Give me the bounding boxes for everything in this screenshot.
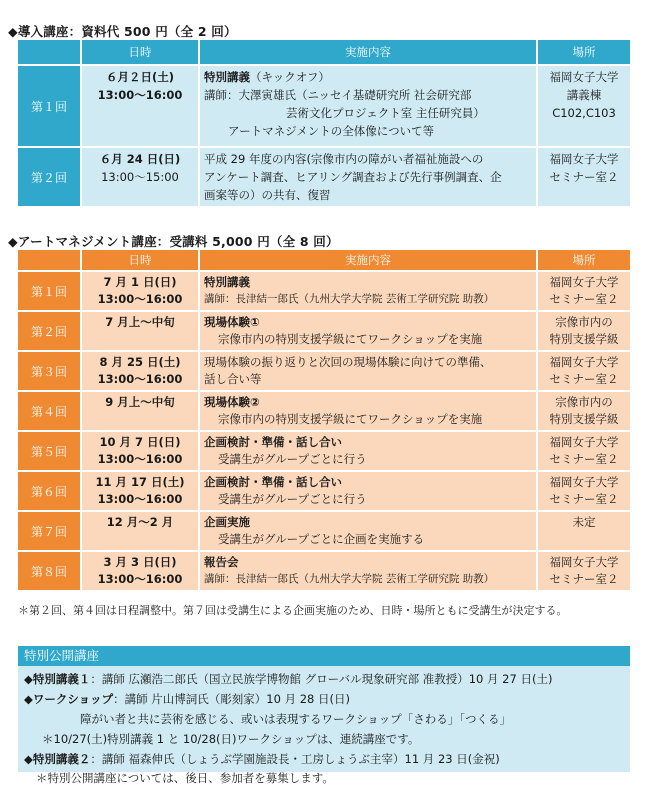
header-date: 日時 [82,250,200,270]
session-content [200,64,538,146]
session-content [200,550,538,590]
session-date: 10 月 7 日(日) [99,435,181,449]
table-header-row [18,250,630,270]
session-content [200,146,538,206]
place-line: 宗像市内の [555,315,613,329]
content-title: 特別講義 [204,70,250,84]
session-date: 12 月〜2 月 [106,515,174,529]
session-datetime [82,270,200,310]
content-sub: 受講生がグループごとに行う [218,452,367,466]
content-title: 特別講義 [204,275,250,289]
session-date: 9 月上〜中旬 [105,395,175,409]
table-row [18,146,630,206]
session-place [538,510,630,550]
session-number: 第１回 [18,64,82,146]
special-item-label: ◆特別講義１ [24,672,91,686]
special-item-label: ◆ワークショップ [24,692,114,706]
session-place [538,146,630,206]
intro-section-title: ◆導入講座：資料代 500 円（全 2 回） [8,24,237,39]
table-row [18,510,630,550]
table-row [18,470,630,510]
header-num [18,40,82,64]
content-title: 企画検討・準備・話し合い [204,435,342,449]
session-datetime [82,550,200,590]
session-number: 第１回 [18,270,82,310]
artmanagement-section-title: ◆アートマネジメント講座：受講料 5,000 円（全 8 回） [8,234,339,249]
header-date: 日時 [82,40,200,64]
session-time: 13:00〜16:00 [97,372,183,386]
session-number: 第６回 [18,470,82,510]
content-sub: 話し合い等 [204,372,262,386]
place-line: 講義棟 [566,88,602,102]
session-place [538,270,630,310]
content-title: 報告会 [204,555,239,569]
session-place [538,470,630,510]
session-date: 7 月 1 日(日) [103,275,177,289]
content-title: 現場体験① [204,315,260,329]
place-line: 特別支援学級 [549,412,619,426]
session-date: 8 月 25 日(土) [99,355,181,369]
session-date: ６月 24 日(日) [99,152,181,166]
table-row [18,430,630,470]
place-line: 福岡女子大学 [549,435,619,449]
session-number: 第２回 [18,310,82,350]
special-item-text: ：講師 片山博詞氏（彫刻家）10 月 28 日(日) [113,692,350,706]
table-row [18,64,630,146]
place-line: セミナー室２ [549,492,619,506]
place-line: 福岡女子大学 [549,275,619,289]
content-sub: 講師：長津結一郎氏（九州大学大学院 芸術工学研究院 助教） [204,293,495,305]
special-lecture-title: 特別公開講座 [18,646,630,666]
session-number: 第４回 [18,390,82,430]
schedule-note: ＊第２回、第４回は日程調整中。第７回は受講生による企画実施のため、日時・場所ともに受講生が決定する。 [18,604,568,617]
intro-schedule-table [18,40,630,206]
content-title: 現場体験の振り返りと次回の現場体験に向けての準備、 [204,355,492,369]
place-line: 宗像市内の [555,395,613,409]
table-row [18,270,630,310]
session-number: 第３回 [18,350,82,390]
special-item-text: ：講師 福森伸氏（しょうぶ学園施設長・工房しょうぶ主宰）11 月 23 日(金祝) [90,752,500,766]
session-time: 13:00〜16:00 [97,292,183,306]
content-line: アンケート調査、ヒアリング調査および先行事例調査、企 [204,170,502,184]
session-place [538,390,630,430]
session-content [200,510,538,550]
place-line: 福岡女子大学 [549,355,619,369]
special-item-text: ：講師 広瀬浩二郎氏（国立民族学博物館 グローバル現象研究部 准教授）10 月 27 日(土) [90,672,553,686]
session-number: 第５回 [18,430,82,470]
session-time: 13:00〜16:00 [97,452,183,466]
content-lecturer-cont: 芸術文化プロジェクト室 主任研究員） [286,106,485,120]
special-footnote: ＊特別公開講座については、後日、参加者を募集します。 [36,771,334,785]
session-time: 13:00〜16:00 [97,572,183,586]
session-datetime [82,350,200,390]
content-title: 企画検討・準備・話し合い [204,475,342,489]
session-datetime [82,510,200,550]
session-content [200,310,538,350]
session-time: 13:00〜16:00 [97,492,183,506]
content-sub: 宗像市内の特別支援学級にてワークショップを実施 [218,412,483,426]
content-sub: 講師：長津結一郎氏（九州大学大学院 芸術工学研究院 助教） [204,573,495,585]
session-date: 7 月上〜中旬 [105,315,175,329]
header-num [18,250,82,270]
session-datetime [82,64,200,146]
content-title-suffix: （キックオフ） [250,70,330,84]
special-lecture-box [18,646,630,772]
session-time: 13:00〜15:00 [101,170,179,184]
session-number: 第２回 [18,146,82,206]
special-lecture-body [18,666,630,772]
content-lecturer: 講師：大澤寅雄氏（ニッセイ基礎研究所 社会研究部 [204,88,472,102]
content-sub: 受講生がグループごとに行う [218,492,367,506]
content-title: 企画実施 [204,515,250,529]
place-line: セミナー室２ [549,572,619,586]
session-date: 11 月 17 日(土) [95,475,185,489]
session-content [200,390,538,430]
session-datetime [82,430,200,470]
session-datetime [82,470,200,510]
session-content [200,430,538,470]
session-number: 第８回 [18,550,82,590]
content-desc: アートマネジメントの全体像について等 [228,124,435,138]
content-sub: 受講生がグループごとに企画を実施する [218,532,425,546]
content-sub: 宗像市内の特別支援学級にてワークショップを実施 [218,332,483,346]
place-line: セミナー室２ [549,372,619,386]
header-place: 場所 [538,40,630,64]
special-item-label: ◆特別講義２ [24,752,91,766]
session-place [538,430,630,470]
session-date: 3 月 3 日(日) [103,555,177,569]
session-datetime [82,390,200,430]
table-row [18,390,630,430]
place-line: セミナー室２ [549,170,619,184]
place-line: 特別支援学級 [549,332,619,346]
session-content [200,350,538,390]
place-line: 福岡女子大学 [549,475,619,489]
content-title: 現場体験② [204,395,260,409]
special-item-desc: 障がい者と共に芸術を感じる、或いは表現するワークショップ「さわる」「つくる」 [80,712,512,726]
header-place: 場所 [538,250,630,270]
session-datetime [82,146,200,206]
place-line: セミナー室２ [549,452,619,466]
table-row [18,550,630,590]
place-line: 福岡女子大学 [549,555,619,569]
place-line: C102,C103 [552,106,616,120]
session-place [538,310,630,350]
session-number: 第７回 [18,510,82,550]
place-line: 福岡女子大学 [549,70,619,84]
header-content: 実施内容 [200,250,538,270]
place-line: 未定 [572,515,596,529]
content-line: 画案等の）の共有、復習 [204,188,331,202]
session-content [200,270,538,310]
session-time: 13:00〜16:00 [97,88,183,102]
content-line: 平成 29 年度の内容(宗像市内の障がい者福祉施設への [204,152,484,166]
session-content [200,470,538,510]
session-datetime [82,310,200,350]
session-date: ６月２日(土) [105,70,174,84]
session-place [538,550,630,590]
table-row [18,310,630,350]
table-header-row [18,40,630,64]
session-place [538,64,630,146]
place-line: セミナー室２ [549,292,619,306]
session-place [538,350,630,390]
table-row [18,350,630,390]
artmanagement-schedule-table [18,250,630,590]
place-line: 福岡女子大学 [549,152,619,166]
special-item-note: ＊10/27(土)特別講義 1 と 10/28(日)ワークショップは、連続講座です。 [42,732,420,746]
header-content: 実施内容 [200,40,538,64]
